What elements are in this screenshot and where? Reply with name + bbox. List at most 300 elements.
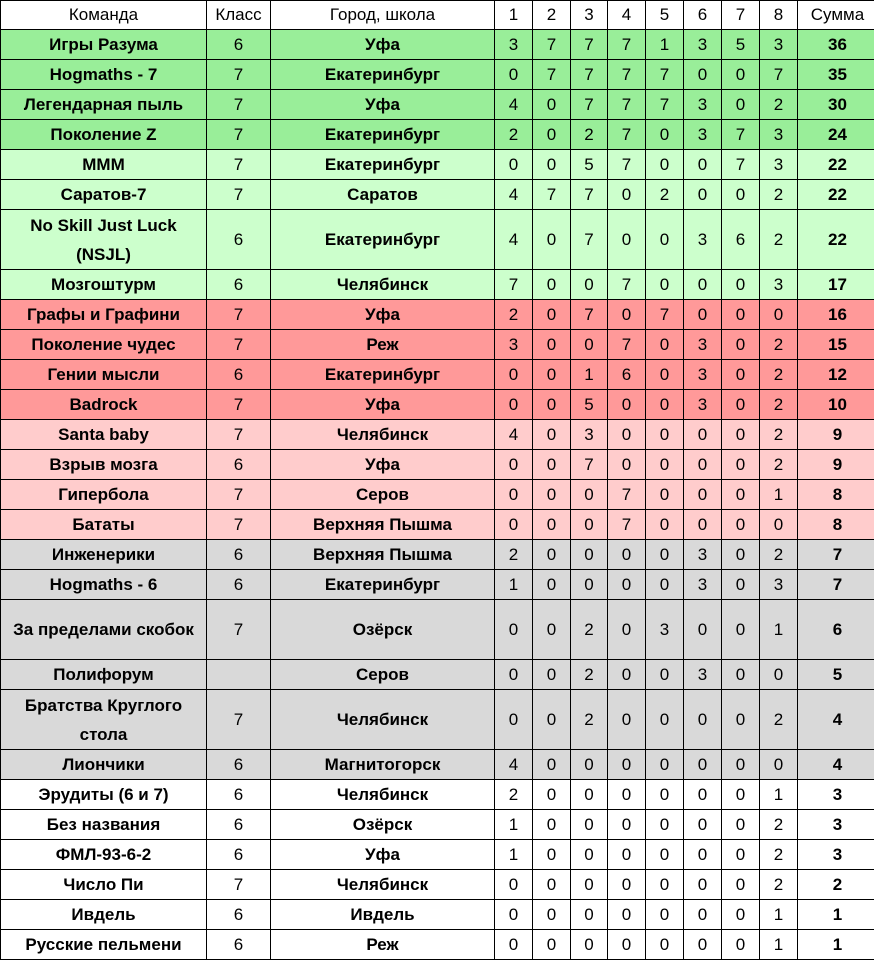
table-row: [1, 420, 874, 450]
city-cell: Верхняя Пышма: [271, 510, 495, 540]
score-cell-problem-1: 4: [495, 750, 533, 780]
score-cell-problem-8: 3: [760, 30, 798, 60]
total-cell: 5: [798, 660, 874, 690]
team-name-cell: Hogmaths - 7: [1, 60, 207, 90]
score-cell-problem-2: 0: [533, 690, 571, 750]
team-name-cell: Гипербола: [1, 480, 207, 510]
table-row: [1, 390, 874, 420]
score-cell-problem-1: 1: [495, 840, 533, 870]
score-cell-problem-2: 0: [533, 810, 571, 840]
team-name-cell: Мозгоштурм: [1, 270, 207, 300]
total-cell: 22: [798, 150, 874, 180]
team-name-cell: Гении мысли: [1, 360, 207, 390]
score-cell-problem-5: 0: [646, 120, 684, 150]
table-row: [1, 750, 874, 780]
score-cell-problem-7: 0: [722, 420, 760, 450]
score-cell-problem-6: 3: [684, 660, 722, 690]
score-cell-problem-3: 7: [571, 450, 608, 480]
score-cell-problem-1: 0: [495, 600, 533, 660]
score-cell-problem-7: 0: [722, 600, 760, 660]
city-cell: Екатеринбург: [271, 360, 495, 390]
table-row: [1, 660, 874, 690]
city-cell: Уфа: [271, 300, 495, 330]
header-problem-8: 8: [760, 1, 798, 30]
score-cell-problem-3: 5: [571, 390, 608, 420]
table-row: [1, 840, 874, 870]
score-cell-problem-5: 0: [646, 690, 684, 750]
score-cell-problem-4: 7: [608, 330, 646, 360]
score-cell-problem-8: 0: [760, 510, 798, 540]
score-cell-problem-3: 0: [571, 930, 608, 960]
score-cell-problem-5: 0: [646, 540, 684, 570]
class-cell: 6: [207, 270, 271, 300]
score-cell-problem-7: 0: [722, 660, 760, 690]
score-cell-problem-4: 7: [608, 510, 646, 540]
score-cell-problem-4: 7: [608, 60, 646, 90]
score-cell-problem-6: 0: [684, 480, 722, 510]
score-cell-problem-3: 7: [571, 30, 608, 60]
score-cell-problem-2: 0: [533, 90, 571, 120]
table-row: [1, 600, 874, 660]
score-cell-problem-3: 0: [571, 330, 608, 360]
class-cell: 7: [207, 90, 271, 120]
score-cell-problem-1: 1: [495, 570, 533, 600]
score-cell-problem-3: 0: [571, 570, 608, 600]
score-cell-problem-3: 0: [571, 540, 608, 570]
table-row: [1, 930, 874, 960]
score-cell-problem-7: 0: [722, 870, 760, 900]
score-cell-problem-8: 2: [760, 810, 798, 840]
class-cell: 6: [207, 360, 271, 390]
class-cell: 7: [207, 600, 271, 660]
score-cell-problem-1: 0: [495, 390, 533, 420]
score-cell-problem-1: 0: [495, 900, 533, 930]
score-cell-problem-2: 0: [533, 900, 571, 930]
total-cell: 2: [798, 870, 874, 900]
score-cell-problem-8: 1: [760, 600, 798, 660]
score-cell-problem-1: 0: [495, 690, 533, 750]
score-cell-problem-5: 0: [646, 900, 684, 930]
score-cell-problem-3: 7: [571, 60, 608, 90]
team-name-cell: ФМЛ-93-6-2: [1, 840, 207, 870]
score-cell-problem-2: 7: [533, 30, 571, 60]
score-cell-problem-5: 7: [646, 300, 684, 330]
team-name-cell: Взрыв мозга: [1, 450, 207, 480]
city-cell: Екатеринбург: [271, 210, 495, 270]
score-cell-problem-2: 0: [533, 330, 571, 360]
score-cell-problem-3: 2: [571, 660, 608, 690]
score-cell-problem-5: 0: [646, 360, 684, 390]
class-cell: 6: [207, 450, 271, 480]
score-cell-problem-1: 4: [495, 210, 533, 270]
score-cell-problem-5: 0: [646, 450, 684, 480]
total-cell: 4: [798, 750, 874, 780]
score-cell-problem-8: 2: [760, 90, 798, 120]
score-cell-problem-1: 2: [495, 120, 533, 150]
score-cell-problem-4: 0: [608, 540, 646, 570]
score-cell-problem-4: 7: [608, 480, 646, 510]
class-cell: 6: [207, 210, 271, 270]
total-cell: 7: [798, 540, 874, 570]
score-cell-problem-1: 0: [495, 480, 533, 510]
score-cell-problem-3: 7: [571, 90, 608, 120]
score-cell-problem-6: 3: [684, 210, 722, 270]
table-row: [1, 150, 874, 180]
score-cell-problem-3: 2: [571, 600, 608, 660]
score-cell-problem-2: 0: [533, 510, 571, 540]
score-cell-problem-4: 7: [608, 120, 646, 150]
score-cell-problem-5: 0: [646, 480, 684, 510]
score-cell-problem-3: 7: [571, 180, 608, 210]
score-cell-problem-7: 0: [722, 570, 760, 600]
score-cell-problem-2: 0: [533, 750, 571, 780]
score-cell-problem-4: 0: [608, 450, 646, 480]
city-cell: Челябинск: [271, 690, 495, 750]
score-cell-problem-3: 0: [571, 270, 608, 300]
total-cell: 15: [798, 330, 874, 360]
score-cell-problem-1: 2: [495, 300, 533, 330]
team-name-cell: Ивдель: [1, 900, 207, 930]
city-cell: Уфа: [271, 390, 495, 420]
team-name-cell: Эрудиты (6 и 7): [1, 780, 207, 810]
header-problem-4: 4: [608, 1, 646, 30]
results-body: [1, 30, 874, 960]
table-row: [1, 570, 874, 600]
table-row: [1, 480, 874, 510]
class-cell: 6: [207, 900, 271, 930]
score-cell-problem-1: 0: [495, 60, 533, 90]
city-cell: Екатеринбург: [271, 60, 495, 90]
header-row: [1, 1, 874, 30]
team-name-cell: Hogmaths - 6: [1, 570, 207, 600]
city-cell: Реж: [271, 330, 495, 360]
city-cell: Екатеринбург: [271, 120, 495, 150]
score-cell-problem-8: 2: [760, 540, 798, 570]
score-cell-problem-4: 0: [608, 180, 646, 210]
score-cell-problem-1: 4: [495, 90, 533, 120]
score-cell-problem-5: 0: [646, 780, 684, 810]
total-cell: 12: [798, 360, 874, 390]
total-cell: 3: [798, 810, 874, 840]
score-cell-problem-5: 7: [646, 60, 684, 90]
score-cell-problem-3: 0: [571, 780, 608, 810]
score-cell-problem-2: 0: [533, 120, 571, 150]
score-cell-problem-7: 0: [722, 450, 760, 480]
score-cell-problem-1: 0: [495, 660, 533, 690]
score-cell-problem-2: 0: [533, 870, 571, 900]
score-cell-problem-1: 0: [495, 450, 533, 480]
score-cell-problem-4: 0: [608, 600, 646, 660]
header-city: Город, школа: [271, 1, 495, 30]
score-cell-problem-5: 0: [646, 390, 684, 420]
team-name-cell: Поколение чудес: [1, 330, 207, 360]
score-cell-problem-2: 7: [533, 180, 571, 210]
score-cell-problem-3: 0: [571, 480, 608, 510]
table-row: [1, 30, 874, 60]
total-cell: 16: [798, 300, 874, 330]
team-name-cell: Поколение Z: [1, 120, 207, 150]
score-cell-problem-4: 0: [608, 870, 646, 900]
score-cell-problem-2: 0: [533, 210, 571, 270]
score-cell-problem-5: 1: [646, 30, 684, 60]
city-cell: Уфа: [271, 840, 495, 870]
score-cell-problem-2: 0: [533, 840, 571, 870]
score-cell-problem-2: 0: [533, 150, 571, 180]
header-problem-1: 1: [495, 1, 533, 30]
score-cell-problem-5: 7: [646, 90, 684, 120]
score-cell-problem-1: 7: [495, 270, 533, 300]
score-cell-problem-8: 3: [760, 570, 798, 600]
score-cell-problem-8: 1: [760, 900, 798, 930]
score-cell-problem-5: 0: [646, 270, 684, 300]
score-cell-problem-1: 0: [495, 870, 533, 900]
score-cell-problem-5: 0: [646, 870, 684, 900]
score-cell-problem-3: 2: [571, 120, 608, 150]
score-cell-problem-7: 7: [722, 120, 760, 150]
score-cell-problem-3: 7: [571, 210, 608, 270]
score-cell-problem-7: 0: [722, 840, 760, 870]
city-cell: Ивдель: [271, 900, 495, 930]
score-cell-problem-2: 0: [533, 390, 571, 420]
score-cell-problem-6: 0: [684, 450, 722, 480]
city-cell: Уфа: [271, 30, 495, 60]
score-cell-problem-6: 3: [684, 570, 722, 600]
score-cell-problem-3: 0: [571, 870, 608, 900]
score-cell-problem-6: 0: [684, 870, 722, 900]
header-problem-5: 5: [646, 1, 684, 30]
score-cell-problem-8: 3: [760, 270, 798, 300]
score-cell-problem-4: 0: [608, 420, 646, 450]
score-cell-problem-8: 0: [760, 660, 798, 690]
score-cell-problem-6: 3: [684, 540, 722, 570]
score-cell-problem-4: 7: [608, 30, 646, 60]
table-row: [1, 780, 874, 810]
score-cell-problem-2: 0: [533, 660, 571, 690]
total-cell: 22: [798, 210, 874, 270]
city-cell: Челябинск: [271, 870, 495, 900]
score-cell-problem-2: 0: [533, 600, 571, 660]
score-cell-problem-4: 0: [608, 900, 646, 930]
city-cell: Екатеринбург: [271, 570, 495, 600]
score-cell-problem-8: 1: [760, 480, 798, 510]
score-cell-problem-8: 2: [760, 210, 798, 270]
score-cell-problem-5: 0: [646, 210, 684, 270]
score-cell-problem-4: 0: [608, 780, 646, 810]
score-cell-problem-3: 2: [571, 690, 608, 750]
total-cell: 7: [798, 570, 874, 600]
score-cell-problem-4: 0: [608, 930, 646, 960]
score-cell-problem-8: 0: [760, 300, 798, 330]
score-cell-problem-6: 0: [684, 270, 722, 300]
class-cell: 6: [207, 930, 271, 960]
table-row: [1, 210, 874, 270]
total-cell: 10: [798, 390, 874, 420]
table-row: [1, 900, 874, 930]
score-cell-problem-3: 1: [571, 360, 608, 390]
class-cell: 7: [207, 330, 271, 360]
total-cell: 24: [798, 120, 874, 150]
total-cell: 3: [798, 840, 874, 870]
score-cell-problem-1: 3: [495, 30, 533, 60]
score-cell-problem-8: 2: [760, 450, 798, 480]
score-cell-problem-7: 0: [722, 810, 760, 840]
class-cell: 7: [207, 420, 271, 450]
score-cell-problem-3: 0: [571, 510, 608, 540]
class-cell: 7: [207, 60, 271, 90]
score-cell-problem-5: 0: [646, 660, 684, 690]
header-problem-6: 6: [684, 1, 722, 30]
total-cell: 8: [798, 480, 874, 510]
score-cell-problem-6: 3: [684, 90, 722, 120]
team-name-cell: Santa baby: [1, 420, 207, 450]
team-name-cell: Badrock: [1, 390, 207, 420]
table-row: [1, 510, 874, 540]
score-cell-problem-1: 3: [495, 330, 533, 360]
score-cell-problem-3: 5: [571, 150, 608, 180]
score-cell-problem-1: 4: [495, 420, 533, 450]
score-cell-problem-3: 0: [571, 900, 608, 930]
score-cell-problem-5: 2: [646, 180, 684, 210]
score-cell-problem-6: 0: [684, 930, 722, 960]
score-cell-problem-4: 0: [608, 840, 646, 870]
score-cell-problem-7: 0: [722, 90, 760, 120]
score-cell-problem-8: 2: [760, 180, 798, 210]
total-cell: 1: [798, 930, 874, 960]
city-cell: Челябинск: [271, 270, 495, 300]
score-cell-problem-6: 0: [684, 690, 722, 750]
city-cell: Реж: [271, 930, 495, 960]
score-cell-problem-7: 0: [722, 750, 760, 780]
score-cell-problem-7: 0: [722, 510, 760, 540]
score-cell-problem-4: 0: [608, 690, 646, 750]
score-cell-problem-8: 1: [760, 930, 798, 960]
score-cell-problem-2: 0: [533, 480, 571, 510]
team-name-cell: Графы и Графини: [1, 300, 207, 330]
score-cell-problem-5: 0: [646, 810, 684, 840]
total-cell: 6: [798, 600, 874, 660]
score-cell-problem-3: 0: [571, 750, 608, 780]
score-cell-problem-6: 3: [684, 30, 722, 60]
score-cell-problem-4: 6: [608, 360, 646, 390]
score-cell-problem-2: 0: [533, 570, 571, 600]
score-cell-problem-7: 0: [722, 480, 760, 510]
total-cell: 35: [798, 60, 874, 90]
score-cell-problem-6: 0: [684, 420, 722, 450]
score-cell-problem-8: 3: [760, 150, 798, 180]
table-row: [1, 540, 874, 570]
team-name-cell: Лиончики: [1, 750, 207, 780]
score-cell-problem-6: 0: [684, 600, 722, 660]
score-cell-problem-7: 0: [722, 780, 760, 810]
team-name-cell: No Skill Just Luck (NSJL): [1, 210, 207, 270]
score-cell-problem-8: 3: [760, 120, 798, 150]
city-cell: Челябинск: [271, 420, 495, 450]
team-name-cell: Игры Разума: [1, 30, 207, 60]
class-cell: 7: [207, 150, 271, 180]
class-cell: 7: [207, 690, 271, 750]
team-name-cell: МММ: [1, 150, 207, 180]
team-name-cell: Полифорум: [1, 660, 207, 690]
city-cell: Серов: [271, 660, 495, 690]
score-cell-problem-2: 0: [533, 450, 571, 480]
score-cell-problem-2: 0: [533, 540, 571, 570]
score-cell-problem-6: 0: [684, 60, 722, 90]
class-cell: 6: [207, 840, 271, 870]
score-cell-problem-2: 0: [533, 780, 571, 810]
class-cell: 6: [207, 750, 271, 780]
header-total: Сумма: [798, 1, 874, 30]
score-cell-problem-7: 5: [722, 30, 760, 60]
score-cell-problem-2: 0: [533, 930, 571, 960]
score-cell-problem-4: 0: [608, 210, 646, 270]
team-name-cell: Легендарная пыль: [1, 90, 207, 120]
score-cell-problem-1: 0: [495, 930, 533, 960]
class-cell: 7: [207, 510, 271, 540]
score-cell-problem-8: 1: [760, 780, 798, 810]
score-cell-problem-7: 0: [722, 330, 760, 360]
score-cell-problem-5: 0: [646, 750, 684, 780]
score-cell-problem-4: 7: [608, 150, 646, 180]
score-cell-problem-6: 0: [684, 840, 722, 870]
header-problem-3: 3: [571, 1, 608, 30]
team-name-cell: Без названия: [1, 810, 207, 840]
score-cell-problem-8: 2: [760, 870, 798, 900]
table-row: [1, 870, 874, 900]
class-cell: 7: [207, 120, 271, 150]
class-cell: [207, 660, 271, 690]
score-cell-problem-1: 0: [495, 150, 533, 180]
score-cell-problem-7: 0: [722, 900, 760, 930]
table-row: [1, 360, 874, 390]
score-cell-problem-6: 3: [684, 120, 722, 150]
score-cell-problem-4: 0: [608, 300, 646, 330]
score-cell-problem-8: 2: [760, 420, 798, 450]
score-cell-problem-4: 0: [608, 810, 646, 840]
city-cell: Озёрск: [271, 810, 495, 840]
total-cell: 36: [798, 30, 874, 60]
score-cell-problem-2: 0: [533, 270, 571, 300]
team-name-cell: Число Пи: [1, 870, 207, 900]
city-cell: Уфа: [271, 90, 495, 120]
team-name-cell: Русские пельмени: [1, 930, 207, 960]
score-cell-problem-4: 0: [608, 570, 646, 600]
score-cell-problem-3: 0: [571, 840, 608, 870]
header-problem-7: 7: [722, 1, 760, 30]
city-cell: Магнитогорск: [271, 750, 495, 780]
score-cell-problem-4: 0: [608, 390, 646, 420]
score-cell-problem-7: 0: [722, 270, 760, 300]
table-row: [1, 810, 874, 840]
score-cell-problem-2: 0: [533, 420, 571, 450]
class-cell: 6: [207, 540, 271, 570]
class-cell: 7: [207, 870, 271, 900]
score-cell-problem-8: 2: [760, 360, 798, 390]
total-cell: 9: [798, 420, 874, 450]
score-cell-problem-6: 0: [684, 810, 722, 840]
city-cell: Озёрск: [271, 600, 495, 660]
total-cell: 4: [798, 690, 874, 750]
score-cell-problem-6: 3: [684, 360, 722, 390]
score-cell-problem-8: 2: [760, 690, 798, 750]
score-cell-problem-8: 7: [760, 60, 798, 90]
score-cell-problem-5: 0: [646, 330, 684, 360]
score-cell-problem-1: 2: [495, 780, 533, 810]
total-cell: 8: [798, 510, 874, 540]
team-name-cell: Инженерики: [1, 540, 207, 570]
score-cell-problem-7: 0: [722, 60, 760, 90]
score-cell-problem-5: 3: [646, 600, 684, 660]
score-cell-problem-6: 0: [684, 780, 722, 810]
